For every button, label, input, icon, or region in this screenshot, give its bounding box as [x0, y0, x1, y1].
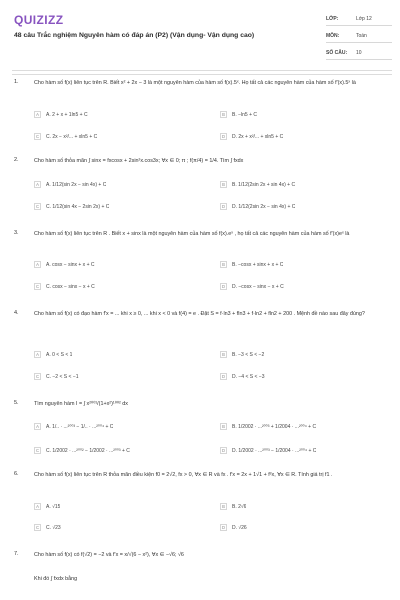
option-text: A. 0 < S < 1: [46, 351, 73, 358]
option-b[interactable]: [220, 422, 390, 431]
question-7: [14, 551, 392, 597]
option-key: C: [35, 448, 40, 453]
option-key: B: [220, 181, 227, 188]
option-text: B. −cosx + sinx + x + C: [232, 261, 284, 268]
option-a[interactable]: [34, 110, 204, 119]
option-a[interactable]: [34, 260, 204, 269]
option-key: D: [221, 448, 226, 453]
question-text: Tìm nguyên hàm I = ∫ x²⁰⁰¹/(1+x²)¹⁰⁰² dx: [34, 401, 128, 407]
option-d[interactable]: [220, 202, 390, 211]
question-number: 3.: [14, 230, 19, 236]
option-key: A: [34, 503, 41, 510]
meta-row-subject: [326, 30, 392, 43]
option-text: B. 1/2002 · ...²⁰⁰³ + 1/2004 · ...²⁰⁰⁴ + C: [232, 423, 317, 430]
option-key: C: [35, 134, 40, 139]
question-5: [14, 400, 392, 460]
question-number: 6.: [14, 471, 19, 477]
option-text: A. 1/12(sin 2x − sin 4x) + C: [46, 181, 107, 188]
option-text: A. √15: [46, 503, 61, 510]
header-divider: [12, 74, 392, 75]
question-text: Cho hàm số f(x) liên tục trên R thỏa mãn điều kiện f0 = 2√2, fx > 0, ∀x ∈ R và fx . f'x = 2x + 1√1 + f²x, ∀x ∈ R. Tính giá trị f1 .: [34, 472, 333, 478]
option-key: A: [34, 111, 41, 118]
question-text: Cho hàm số f(x) có f(√2) = −2 và f'x = x/√(6 − x²), ∀x ∈ −√6; √6: [34, 552, 184, 558]
option-text: C. √23: [46, 524, 61, 531]
option-d[interactable]: [220, 282, 390, 291]
question-number: 4.: [14, 310, 19, 316]
option-text: D. 2x + x²/... + xln5 + C: [232, 133, 284, 140]
option-text: B. −3 < S < −2: [232, 351, 265, 358]
option-text: D. −4 < S < −3: [232, 373, 265, 380]
meta-row-class: [326, 13, 392, 26]
document-title: 48 câu Trắc nghiệm Nguyên hàm có đáp án (P2) (Vận dụng- Vận dụng cao): [14, 32, 255, 39]
option-key: D: [221, 134, 226, 139]
option-key: A: [34, 351, 41, 358]
option-d[interactable]: [220, 132, 390, 141]
meta-value: 10: [356, 50, 362, 56]
meta-row-count: [326, 47, 392, 60]
question-text: Cho hàm số f(x) liên tục trên R. Biết x² + 2x − 3 là một nguyên hàm của hàm số f(x).5ˣ. Họ tất cả các nguyên hàm của hàm số f'(x).5ˣ là: [34, 80, 356, 86]
question-3: [14, 230, 392, 294]
question-number: 7.: [14, 551, 19, 557]
option-c[interactable]: [34, 446, 204, 455]
option-key: A: [34, 423, 41, 430]
option-text: A. 2 + x + 1ln5 + C: [46, 111, 88, 118]
header-divider: [12, 70, 392, 71]
option-key: D: [221, 284, 226, 289]
option-key: D: [221, 204, 226, 209]
question-6: [14, 471, 392, 537]
question-number: 1.: [14, 79, 19, 85]
question-2: [14, 157, 392, 213]
option-key: A: [34, 181, 41, 188]
option-c[interactable]: [34, 372, 204, 381]
meta-label: MÔN:: [326, 33, 340, 39]
document-header: [0, 0, 400, 60]
option-text: C. −2 < S < −1: [46, 373, 79, 380]
question-1: [14, 79, 392, 145]
option-text: B. 2√6: [232, 503, 247, 510]
meta-value: Toán: [356, 33, 367, 39]
option-key: A: [34, 261, 41, 268]
option-b[interactable]: [220, 110, 390, 119]
option-text: B. 1/12(2sin 2x + sin 4x) + C: [232, 181, 296, 188]
document-meta: [326, 13, 392, 64]
option-d[interactable]: [220, 446, 390, 455]
option-key: C: [35, 525, 40, 530]
meta-label: LỚP:: [326, 16, 339, 22]
option-text: D. −cosx − sinx − x + C: [232, 283, 284, 290]
option-b[interactable]: [220, 502, 390, 511]
option-text: D. 1/2002 · ...²⁰⁰³ − 1/2004 · ...²⁰⁰⁴ + C: [232, 447, 317, 454]
option-a[interactable]: [34, 422, 204, 431]
option-text: C. 1/12(sin 4x − 2sin 2x) + C: [46, 203, 110, 210]
question-text: Cho hàm số thỏa mãn ∫ sinx = fxcosx + 2sin²x.cos3x; ∀x ∈ 0; π ; f(π/4) = 1/4. Tìm ∫ fxdx: [34, 158, 244, 164]
option-d[interactable]: [220, 372, 390, 381]
option-text: C. 1/2002 · ...²⁰⁰² − 1/2002 · ...²⁰⁰³ + C: [46, 447, 130, 454]
meta-value: Lớp 12: [356, 16, 372, 22]
option-d[interactable]: [220, 523, 390, 532]
question-number: 2.: [14, 157, 19, 163]
option-key: C: [35, 374, 40, 379]
option-text: D. √26: [232, 524, 247, 531]
question-subtext: Khi đó ∫ fxdx bằng: [34, 576, 78, 582]
option-key: C: [35, 204, 40, 209]
question-text: Cho hàm số f(x) có đạo hàm f'x = ... khi x ≥ 0, ... khi x < 0 và f(4) = e . Đặt S = f·ln3 + fln3 + f·ln2 + fln2 + 200 . Mệnh đề nào sau đây đúng?: [34, 311, 365, 317]
option-key: C: [35, 284, 40, 289]
option-a[interactable]: [34, 350, 204, 359]
option-key: B: [220, 423, 227, 430]
option-c[interactable]: [34, 523, 204, 532]
question-number: 5.: [14, 400, 19, 406]
option-text: A. 1/.. · ...²⁰⁰³ − 1/.. · ...²⁰⁰⁴ + C: [46, 423, 114, 430]
option-c[interactable]: [34, 132, 204, 141]
option-a[interactable]: [34, 180, 204, 189]
meta-label: SỐ CÂU:: [326, 50, 348, 56]
option-b[interactable]: [220, 350, 390, 359]
question-4: [14, 310, 392, 384]
option-text: A. cosx − sinx + x + C: [46, 261, 95, 268]
option-key: D: [221, 374, 226, 379]
option-text: C. 2x − x²/... + xln5 + C: [46, 133, 98, 140]
option-key: B: [220, 261, 227, 268]
option-key: D: [221, 525, 226, 530]
option-key: B: [220, 351, 227, 358]
option-a[interactable]: [34, 502, 204, 511]
question-text: Cho hàm số f(x) liên tục trên R . Biết x + sinx là một nguyên hàm của hàm số f(x).eˣ , họ tất cả các nguyên hàm của hàm số f'(x)eˣ là: [34, 231, 350, 237]
option-c[interactable]: [34, 202, 204, 211]
option-b[interactable]: [220, 180, 390, 189]
quizizz-logo: QUIZIZZ: [14, 13, 64, 27]
option-text: B. −ln5 + C: [232, 111, 258, 118]
option-c[interactable]: [34, 282, 204, 291]
option-key: B: [220, 503, 227, 510]
option-key: B: [220, 111, 227, 118]
option-text: D. 1/12(2sin 2x − sin 4x) + C: [232, 203, 296, 210]
option-b[interactable]: [220, 260, 390, 269]
option-text: C. cosx − sinx − x + C: [46, 283, 95, 290]
